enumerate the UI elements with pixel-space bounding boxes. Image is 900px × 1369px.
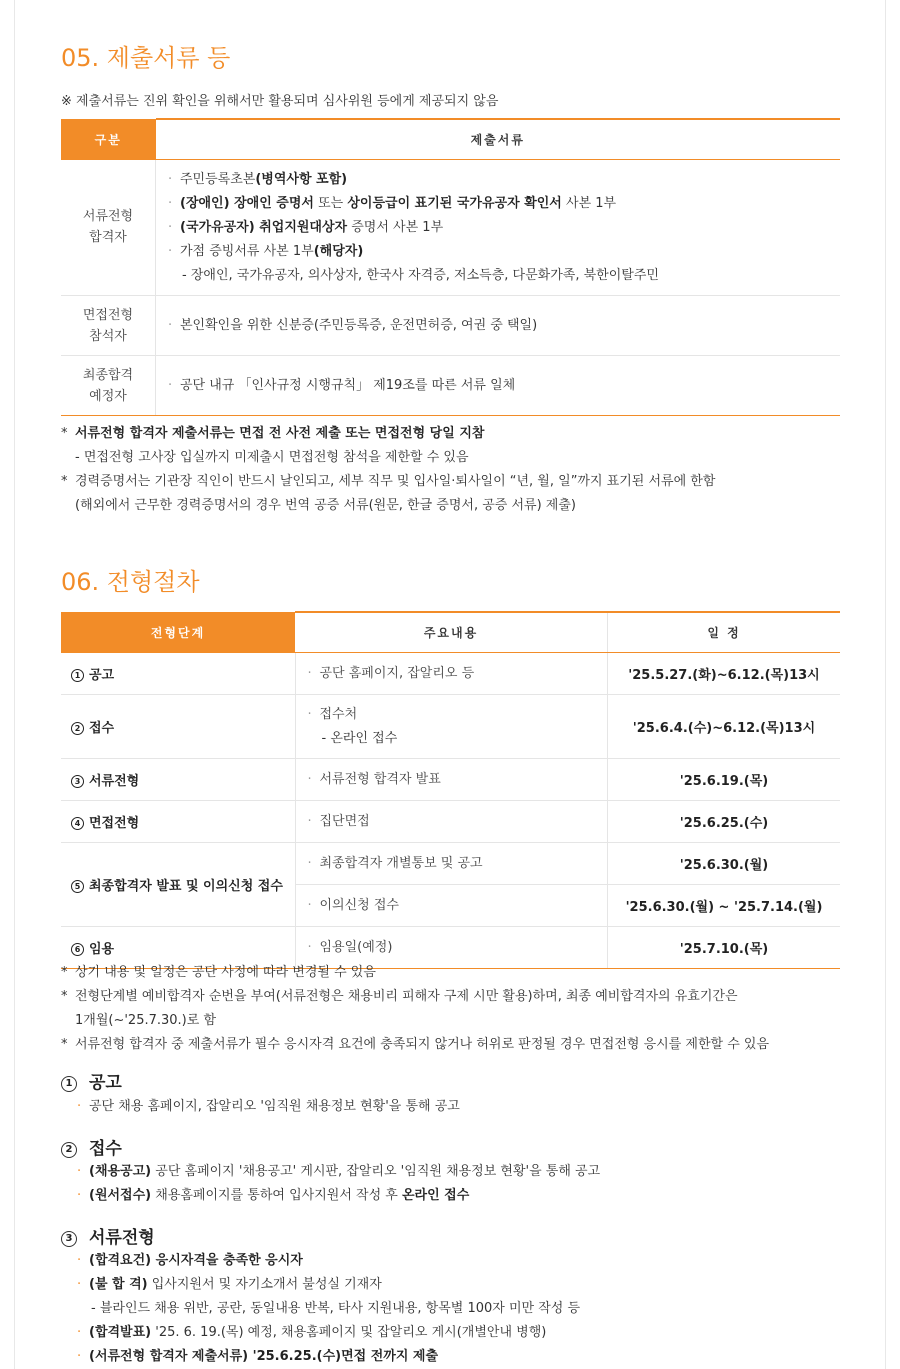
table-row: 2 접수 · 접수처 - 온라인 접수 '25.6.4.(수)~6.12.(목)13시 (61, 695, 840, 759)
table-row: 3 서류전형 · 서류전형 합격자 발표 '25.6.19.(목) (61, 759, 840, 801)
header-content: 주요내용 (295, 612, 608, 653)
row-documents (156, 160, 841, 296)
header-schedule: 일 정 (608, 612, 841, 653)
table-row (61, 296, 840, 356)
table-row: · 이의신청 접수 '25.6.30.(월) ~ '25.7.14.(월) (61, 885, 840, 927)
detail-application-body: · (채용공고) 공단 홈페이지 '채용공고' 게시판, 잡알리오 '임직원 채용정보 현황'을 통해 공고 · (원서접수) 채용홈페이지를 통하여 입사지원서 작성 후 온라인 접수 (77, 1160, 837, 1208)
detail-screening-body: · (합격요건) 응시자격을 충족한 응시자 · (불 합 격) 입사지원서 및 자기소개서 불성실 기재자 - 블라인드 채용 위반, 공란, 동일내용 반복, 타사 지원내용, 항목별 100자 미만 작성 등 · (합격발표) '25. 6. 19.(목) 예정, 채용홈페이지 및 잡알리오 게시(개별안내 병행) · (서류전형 합격자 제출서류) '25.6.25.(수)면접 전까지 제출 (77, 1249, 837, 1369)
row-category: 최종합격 예정자 (61, 356, 156, 416)
list-sub-item: - 장애인, 국가유공자, 의사상자, 한국사 자격증, 저소득층, 다문화가족, 북한이탈주민 (182, 267, 659, 283)
table-row (61, 356, 840, 416)
section-05-note: ※ 제출서류는 진위 확인을 위해서만 활용되며 심사위원 등에게 제공되지 않음 (61, 94, 499, 109)
detail-screening-heading: 3 서류전형 (61, 1223, 155, 1248)
list-item: · 가점 증빙서류 사본 1부(해당자) (168, 240, 839, 264)
table-row (61, 160, 840, 296)
list-item: · 주민등록초본(병역사항 포함) (168, 168, 839, 192)
detail-application-heading: 2 접수 (61, 1134, 122, 1159)
table-row: 5 최종합격자 발표 및 이의신청 접수 · 최종합격자 개별통보 및 공고 '25.6.30.(월) (61, 843, 840, 885)
row-category: 면접전형 참석자 (61, 296, 156, 356)
section-06-title: 06. 전형절차 (61, 568, 200, 596)
list-item: · 공단 내규 「인사규정 시행규칙」 제19조를 따른 서류 일체 (168, 374, 839, 398)
process-table (61, 611, 840, 969)
list-item: · (국가유공자) 취업지원대상자 증명서 사본 1부 (168, 216, 839, 240)
header-step: 전형단계 (61, 612, 295, 653)
list-item: · 본인확인을 위한 신분증(주민등록증, 운전면허증, 여권 중 택일) (168, 314, 839, 338)
detail-announcement-heading: 1 공고 (61, 1068, 122, 1093)
list-item: · (장애인) 장애인 증명서 또는 상이등급이 표기된 국가유공자 확인서 사본 1부 (168, 192, 839, 216)
detail-announcement-body: · 공단 채용 홈페이지, 잡알리오 '임직원 채용정보 현황'을 통해 공고 (77, 1095, 837, 1119)
table-row: 6 임용 · 임용일(예정) '25.7.10.(목) (61, 927, 840, 969)
section-05-title: 05. 제출서류 등 (61, 44, 231, 72)
section-06-footnotes: * 상기 내용 및 일정은 공단 사정에 따라 변경될 수 있음 * 전형단계별 예비합격자 순번을 부여(서류전형은 채용비리 피해자 구제 시만 활용)하며, 최종 예비합격자의 유효기간은 1개월(~'25.7.30.)로 함 * 서류전형 합격자 중 제출서류가 필수 응시자격 요건에 충족되지 않거나 허위로 판정될 경우 면접전형 응시를 제한할 수 있음 (61, 961, 840, 1057)
table-row: 4 면접전형 · 집단면접 '25.6.25.(수) (61, 801, 840, 843)
section-05-footnotes: * 서류전형 합격자 제출서류는 면접 전 사전 제출 또는 면접전형 당일 지참 - 면접전형 고사장 입실까지 미제출시 면접전형 참석을 제한할 수 있음 * 경력증명서는 기관장 직인이 반드시 날인되고, 세부 직무 및 입사일·퇴사일이 “년, 월, 일”까지 표기된 서류에 한함 (해외에서 근무한 경력증명서의 경우 번역 공증 서류(원문, 한글 증명서, 공증 서류) 제출) (61, 422, 840, 518)
table-row: 1 공고 · 공단 홈페이지, 잡알리오 등 '25.5.27.(화)~6.12.(목)13시 (61, 653, 840, 695)
page-frame-right (885, 0, 886, 1369)
header-documents: 제출서류 (156, 119, 841, 160)
header-category: 구분 (61, 119, 156, 160)
documents-table (61, 118, 840, 416)
row-category: 서류전형 합격자 (61, 160, 156, 296)
page-frame-left (14, 0, 15, 1369)
